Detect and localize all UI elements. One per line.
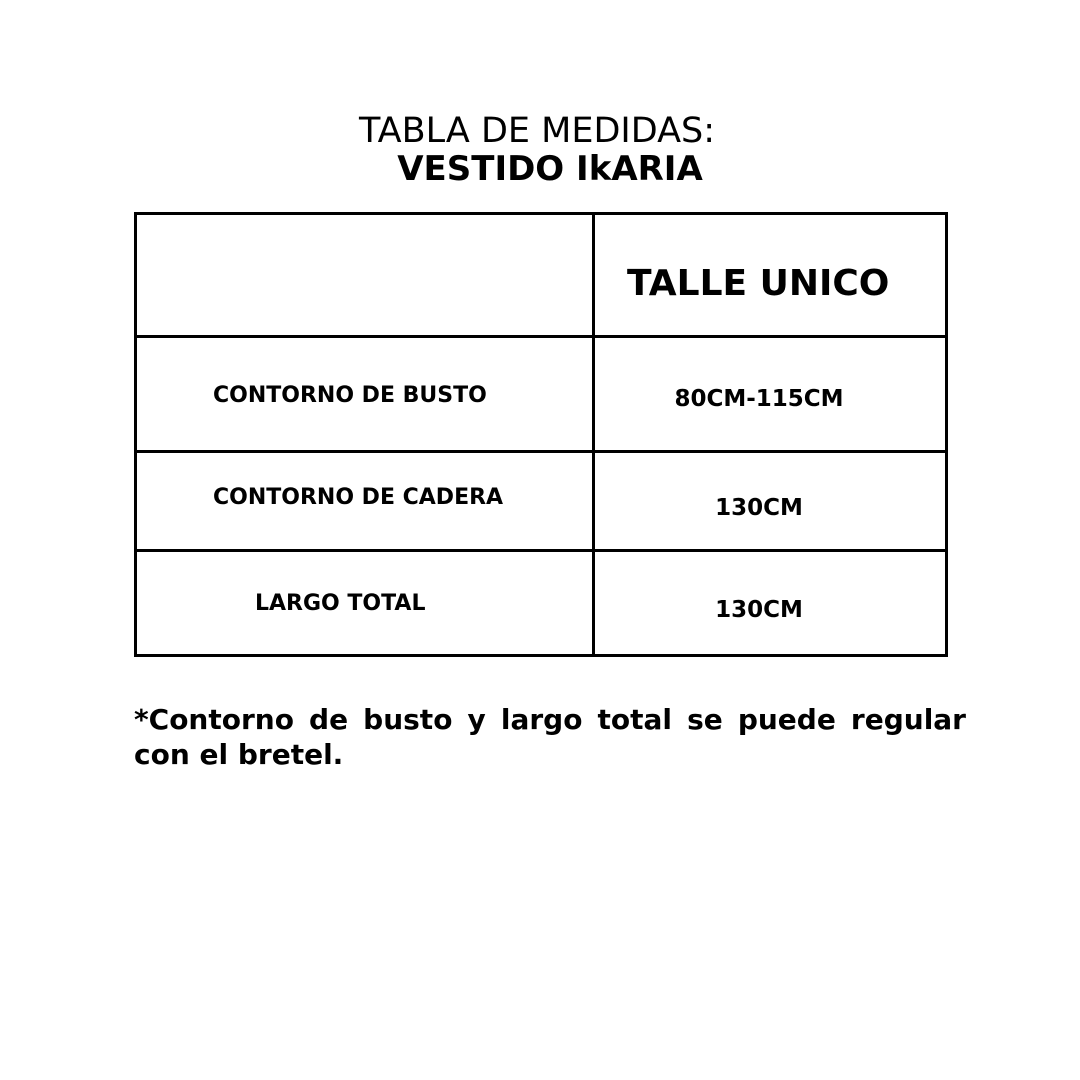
row-label-cell xyxy=(136,551,594,656)
row-label-cell xyxy=(136,337,594,452)
row-value-largo: 130CM xyxy=(715,597,803,623)
table-header-row xyxy=(136,214,947,337)
row-value-cell xyxy=(594,551,947,656)
page-title xyxy=(0,112,1080,188)
size-column-header: TALLE UNICO xyxy=(627,262,890,304)
row-value-busto: 80CM-115CM xyxy=(674,386,844,412)
table-row xyxy=(136,452,947,551)
header-size-cell xyxy=(594,214,947,337)
row-value-cell xyxy=(594,452,947,551)
row-label-busto: CONTORNO DE BUSTO xyxy=(213,382,487,408)
title-line-1: TABLA DE MEDIDAS: xyxy=(358,111,716,151)
title-line-2: VESTIDO IkARIA xyxy=(397,149,703,189)
row-value-cadera: 130CM xyxy=(715,495,803,521)
header-empty-cell xyxy=(136,214,594,337)
table-row xyxy=(136,337,947,452)
row-label-cell xyxy=(136,452,594,551)
size-table xyxy=(134,212,948,657)
row-label-largo: LARGO TOTAL xyxy=(255,590,426,616)
row-label-cadera: CONTORNO DE CADERA xyxy=(213,484,504,510)
table-row xyxy=(136,551,947,656)
row-value-cell xyxy=(594,337,947,452)
footnote: *Contorno de busto y largo total se puede regular con el bretel. xyxy=(134,703,966,771)
